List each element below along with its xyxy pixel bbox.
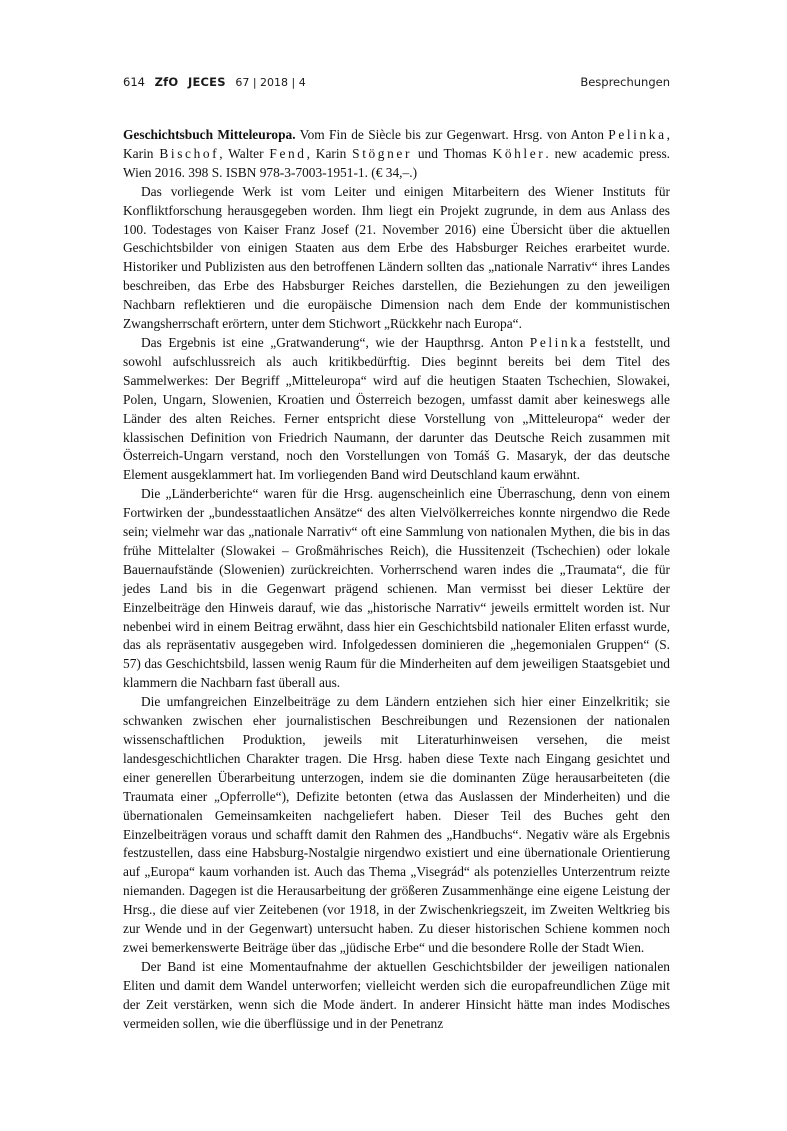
paragraph-text: Das Ergebnis ist eine „Gratwanderung“, wie der Haupthrsg. Anton xyxy=(141,334,530,350)
paragraph: Die „Länderberichte“ waren für die Hrsg. augenscheinlich eine Überraschung, denn von einem Fortwirken der „bundesstaatlichen Ansätze“ des alten Vielvölkerreiches konnte nirgendwo die Rede sein; vielmehr war das „nationale Narrativ“ oft eine Sammlung von nationalen Mythen, die bis in das frühe Mittelalter (Slowakei – Großmährisches Reich), die Hussitenzeit (Tschechien) oder lokale Bauernaufstände (Slowenien) zurückreichten. Vorherrschend waren indes die „Traumata“, die für jedes Land bis in die Gegenwart prägend schienen. Man vermisst bei dieser Lektüre der Einzelbeiträge den Hinweis darauf, wie das „historische Narrativ“ jeweils ermittelt worden ist. Nur nebenbei wird in einem Beitrag erwähnt, dass hier ein Geschichtsbild nationaler Eliten erfasst wurde, das als repräsentativ ausgegeben wird. Infolgedessen dominieren die „hegemonialen Gruppen“ (S. 57) das Geschichtsbild, lassen wenig Raum für die Minderheiten auf dem jeweiligen Staatsgebiet und klammern die Nachbarn fast überall aus. xyxy=(123,486,670,691)
editor-separator: , Karin xyxy=(123,127,670,161)
journal-title: ZfO xyxy=(154,75,179,89)
book-title: Geschichtsbuch Mitteleuropa. xyxy=(123,127,296,142)
editor-separator: , Karin xyxy=(306,145,353,161)
running-header-left xyxy=(123,75,312,89)
section-title: Besprechungen xyxy=(580,75,670,89)
issue-info: 67 | 2018 | 4 xyxy=(235,76,306,89)
book-subtitle: Vom Fin de Siècle bis zur Gegenwart. Hrsg. von Anton xyxy=(295,127,609,142)
editor-name: Pelinka xyxy=(529,334,589,350)
paragraph: Der Band ist eine Momentaufnahme der aktuellen Geschichtsbilder der jeweiligen nationalen Eliten und damit dem Wandel unterworfen; vielleicht werden sich die europafreundlichen Züge mit der Zeit verstärken, wenn sich die Mode ändert. In anderer Hinsicht hätte man indes Modisches vermeiden sollen, wie die überflüssige und in der Penetranz xyxy=(123,958,670,1031)
review-body xyxy=(123,126,670,1034)
bibliographic-entry xyxy=(123,126,670,183)
editor-name: Bischof xyxy=(159,145,220,161)
editor-separator: und Thomas xyxy=(412,145,493,161)
running-header xyxy=(123,75,670,89)
editor-name: Stögner xyxy=(352,145,412,161)
paragraph xyxy=(123,334,670,485)
editor-name: Köhler xyxy=(492,145,546,161)
paragraph-text: feststellt, und sowohl aufschlussreich als auch kritikbedürftig. Dies beginnt bereits bei dem Titel des Sammelwerkes: Der Begriff „Mitteleuropa“ wird auf die heutigen Staaten Tschechien, Slowakei, Polen, Ungarn, Slowenien, Kroatien und Österreich bezogen, umfasst damit aber keineswegs alle Länder des alten Reiches. Ferner entspricht diese Vorstellung von „Mitteleuropa“ weder der klassischen Definition von Friedrich Naumann, der darunter das Deutsche Reich zusammen mit Österreich-Ungarn verstand, noch den Vorstellungen von Tomáš G. Masaryk, der das deutsche Element ausgeklammert hat. Im vorliegenden Band wird Deutschland kaum erwähnt. xyxy=(123,334,671,483)
publication-details: . new academic press. Wien 2016. 398 S. ISBN 978-3-7003-1951-1. (€ 34,–.) xyxy=(123,145,671,180)
page-number: 614 xyxy=(123,75,145,89)
editor-name: Fend xyxy=(269,145,307,161)
editor-name: Pelinka xyxy=(608,127,667,142)
paragraph: Das vorliegende Werk ist vom Leiter und einigen Mitarbeitern des Wiener Instituts für Konfliktforschung herausgegeben worden. Ihm liegt ein Projekt zugrunde, in dem aus Anlass des 100. Todestages von Kaiser Franz Josef (21. November 2016) eine Übersicht über die aktuellen Geschichtsbilder von einigen Staaten aus dem Erbe des Habsburger Reiches erarbeitet wurde. Historiker und Publizisten aus den betroffenen Ländern sollten das „nationale Narrativ“ ihres Landes beschreiben, das Erbe des Habsburger Reiches darstellen, die Beziehungen zu den jeweiligen Nachbarn reflektieren und die europäische Dimension nach dem Ende der kommunistischen Zwangsherrschaft erörtern, unter dem Stichwort „Rückkehr nach Europa“. xyxy=(123,183,670,332)
editor-separator: , Walter xyxy=(219,145,270,161)
journal-subtitle: JECES xyxy=(187,75,226,89)
paragraph: Die umfangreichen Einzelbeiträge zu dem Ländern entziehen sich hier einer Einzelkritik; sie schwanken zwischen eher journalistischen Beschreibungen und Rezensionen der nationalen wissenschaftlichen Produktion, jeweils mit Literaturhinweisen versehen, die meist landesgeschichtlichen Charakter tragen. Die Hrsg. haben diese Texte nach Eingang gesichtet und einer generellen Überarbeitung unterzogen, indem sie die dominanten Züge herausarbeiteten (die Traumata einer „Opferrolle“), Defizite betonten (etwa das Auslassen der Minderheiten) und die übernationalen Gemeinsamkeiten nachgeliefert haben. Dieser Teil des Buches geht den Einzelbeiträgen voraus und schafft damit den Rahmen des „Handbuchs“. Negativ wäre als Ergebnis festzustellen, dass eine Habsburg-Nostalgie nirgendwo existiert und eine übernationale Orientierung auf „Europa“ kaum vorhanden ist. Auch das Thema „Visegrád“ als potenzielles Unterzentrum reizte niemanden. Dagegen ist die Herausarbeitung der größeren Zusammenhänge eine eigene Leistung der Hrsg., die diese auf vier Zeitebenen (vor 1918, in der Zwischenkriegszeit, im Zweiten Weltkrieg bis zur Wende und in der Gegenwart) untersucht haben. Zu dieser historischen Schiene kommen noch zwei bemerkenswerte Beiträge über das „jüdische Erbe“ und die besondere Rolle der Stadt Wien. xyxy=(123,694,670,955)
